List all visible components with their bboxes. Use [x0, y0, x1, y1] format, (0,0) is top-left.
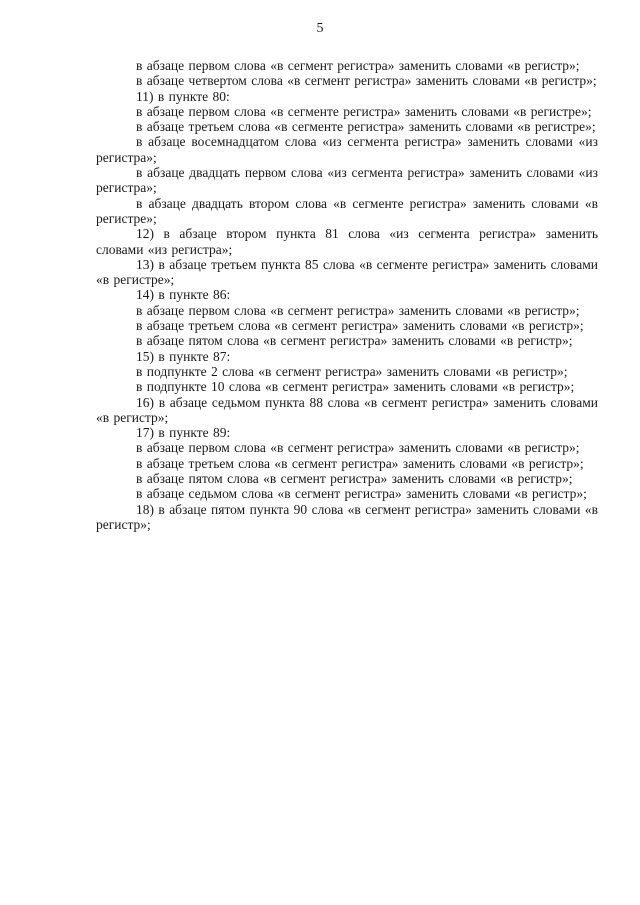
- paragraph: в абзаце третьем слова «в сегмент регистра» заменить словами «в регистр»;: [136, 318, 584, 334]
- paragraph: в абзаце первом слова «в сегмент регистра» заменить словами «в регистр»;: [136, 302, 580, 318]
- paragraph: в абзаце восемнадцатом слова «из сегмента регистра» заменить словами «из регистра»;: [96, 134, 598, 165]
- paragraph: 13) в абзаце третьем пункта 85 слова «в сегменте регистра» заменить словами «в регистре»;: [96, 256, 598, 288]
- paragraph: в абзаце третьем слова «в сегменте регистра» заменить словами «в регистре»;: [136, 119, 596, 135]
- paragraph: в абзаце первом слова «в сегменте регистра» заменить словами «в регистре»;: [136, 103, 592, 119]
- page-number: 5: [316, 21, 324, 36]
- paragraph: 12) в абзаце втором пункта 81 слова «из сегмента регистра» заменить словами «из регистра»;: [96, 226, 598, 257]
- list-item-heading: 11) в пункте 80:: [136, 88, 230, 104]
- paragraph: в абзаце двадцать втором слова «в сегменте регистра» заменить словами «в регистре»;: [96, 195, 598, 226]
- paragraph: в подпункте 2 слова «в сегмент регистра» заменить словами «в регистр»;: [136, 363, 568, 379]
- paragraph: в подпункте 10 слова «в сегмент регистра» заменить словами «в регистр»;: [136, 379, 575, 395]
- list-item-heading: 15) в пункте 87:: [136, 348, 231, 364]
- paragraph: 18) в абзаце пятом пункта 90 слова «в сегмент регистра» заменить словами «в регистр»;: [96, 501, 598, 532]
- document-body: [96, 58, 598, 532]
- paragraph: в абзаце четвертом слова «в сегмент регистра» заменить словами «в регистр»;: [136, 73, 597, 89]
- paragraph: в абзаце пятом слова «в сегмент регистра» заменить словами «в регистр»;: [136, 471, 573, 487]
- paragraph: в абзаце первом слова «в сегмент регистра» заменить словами «в регистр»;: [136, 440, 580, 456]
- paragraph: в абзаце пятом слова «в сегмент регистра» заменить словами «в регистр»;: [136, 333, 573, 349]
- paragraph: 16) в абзаце седьмом пункта 88 слова «в сегмент регистра» заменить словами «в регистр»;: [96, 394, 598, 425]
- list-item-heading: 17) в пункте 89:: [136, 425, 231, 441]
- paragraph: в абзаце седьмом слова «в сегмент регистра» заменить словами «в регистр»;: [136, 486, 587, 502]
- paragraph: в абзаце третьем слова «в сегмент регистра» заменить словами «в регистр»;: [136, 455, 584, 471]
- list-item-heading: 14) в пункте 86:: [136, 287, 231, 303]
- paragraph: в абзаце первом слова «в сегмент регистра» заменить словами «в регистр»;: [136, 58, 580, 73]
- paragraph: в абзаце двадцать первом слова «из сегмента регистра» заменить словами «из регистра»;: [96, 165, 598, 196]
